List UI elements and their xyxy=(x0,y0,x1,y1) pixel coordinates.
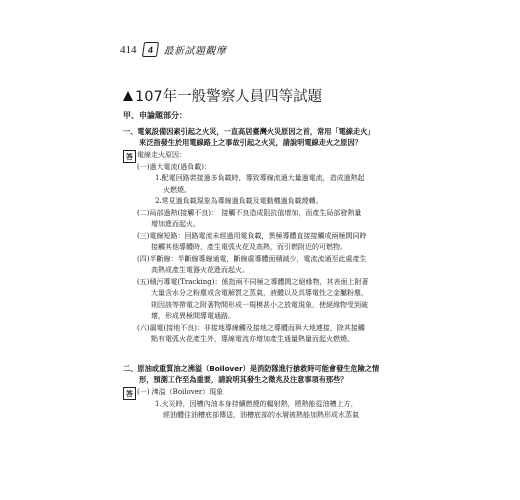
answer-1-line-7: 增加進而起火。 xyxy=(151,220,200,228)
question-2-line-2: 形，預測工作至為重要，請說明其發生之徵兆及注意事項有那些？ xyxy=(139,375,348,384)
answer-1-line-1: 電線走火原因： xyxy=(137,151,186,159)
question-1 xyxy=(123,126,413,148)
answer-1-line-16: (六)漏電(接地不良)：非接地導線觸及接地之導體而與大地連接，除其接觸 xyxy=(137,323,365,332)
book-title: 最新試題觀摩 xyxy=(163,46,227,57)
page-number: 414 xyxy=(120,43,137,56)
answer-2-line-1: (一) 沸溢（Boilover）現象 xyxy=(137,388,224,396)
book-logo-glyph: 4 xyxy=(146,44,154,55)
answer-1-line-5: 2.常見過負載現象為導線過負載及電動機過負載燒轉。 xyxy=(155,197,323,205)
book-logo-icon xyxy=(141,42,158,57)
answer-1-line-10: (四)半斷線：半斷線導線通電，斷線處導體面積減少，電流流通至此處產生 xyxy=(137,254,367,263)
answer-1-badge: 答 xyxy=(123,150,136,163)
answer-1-line-4: 火燃燒。 xyxy=(163,185,191,194)
page-header xyxy=(120,42,227,57)
exam-title xyxy=(123,85,322,106)
answer-1-line-13: 大量含水分之粉塵或含電解質之蒸氣，液體以及具導電性之金屬粉塵， xyxy=(151,289,368,297)
answer-1-line-3: 1.配電回路裝接過多負載時，導致導線流通大量過電流，造成過熱起 xyxy=(155,174,365,182)
answer-1-line-9: 接觸其他導體時，產生電弧火花及高熱，而引燃附近的可燃物。 xyxy=(151,243,347,251)
answer-1-line-8: (三)電線短路：回路電流未經過用電負載，異極導體直接接觸或兩極間同時 xyxy=(137,231,367,240)
question-2-line-1: 二、原油或重質油之沸溢（Boilover）是消防隊進行搶救時可能會發生危險之情 xyxy=(123,364,380,373)
answer-1-line-11: 高熱或產生電器火花進而起火。 xyxy=(151,266,249,274)
answer-1-line-15: 壞，形成異極間導電通路。 xyxy=(151,312,235,320)
answer-1-line-14: 則因該等帶電之附著物間形成一規模甚小之放電現象，使絕緣物受到破 xyxy=(151,300,368,309)
question-1-line-2: 來泛指發生於用電線路上之事故引起之火災，請說明電線走火之原因？ xyxy=(139,138,362,147)
answer-1-line-17: 點有電弧火花產生外，導線電流亦增加產生通量熱量而起火燃燒。 xyxy=(151,335,354,343)
answer-2-line-3: 經油體往油槽底部傳送，油槽底部的水層被熱能加熱形成水蒸氣 xyxy=(163,411,359,419)
answer-2-badge: 答 xyxy=(123,387,136,400)
question-1-line-1: 一、電氣設備因素引起之火災，一直高居臺灣火災原因之首，常用「電線走火」 xyxy=(123,127,375,136)
answer-1-line-12: (五)積污導電(Tracking)：係指兩不同極之導體間之絕緣物，其表面上附著 xyxy=(137,277,369,286)
triangle-icon xyxy=(123,91,133,101)
answer-1-line-2: (一)過大電流(過負載)： xyxy=(137,162,211,171)
exam-title-text: 107年一般警察人員四等試題 xyxy=(135,89,323,105)
answer-2-line-2: 1.火災時，因槽內油本身持續燃燒的輻射熱，將熱能從油槽上方， xyxy=(155,399,358,408)
answer-1-line-6: (二)局部過熱(接觸不良)： 接觸不良造成阻抗值增加，而產生局部發熱量 xyxy=(137,208,362,217)
question-2 xyxy=(123,363,413,385)
section-heading: 甲、申論題部分： xyxy=(123,111,187,120)
